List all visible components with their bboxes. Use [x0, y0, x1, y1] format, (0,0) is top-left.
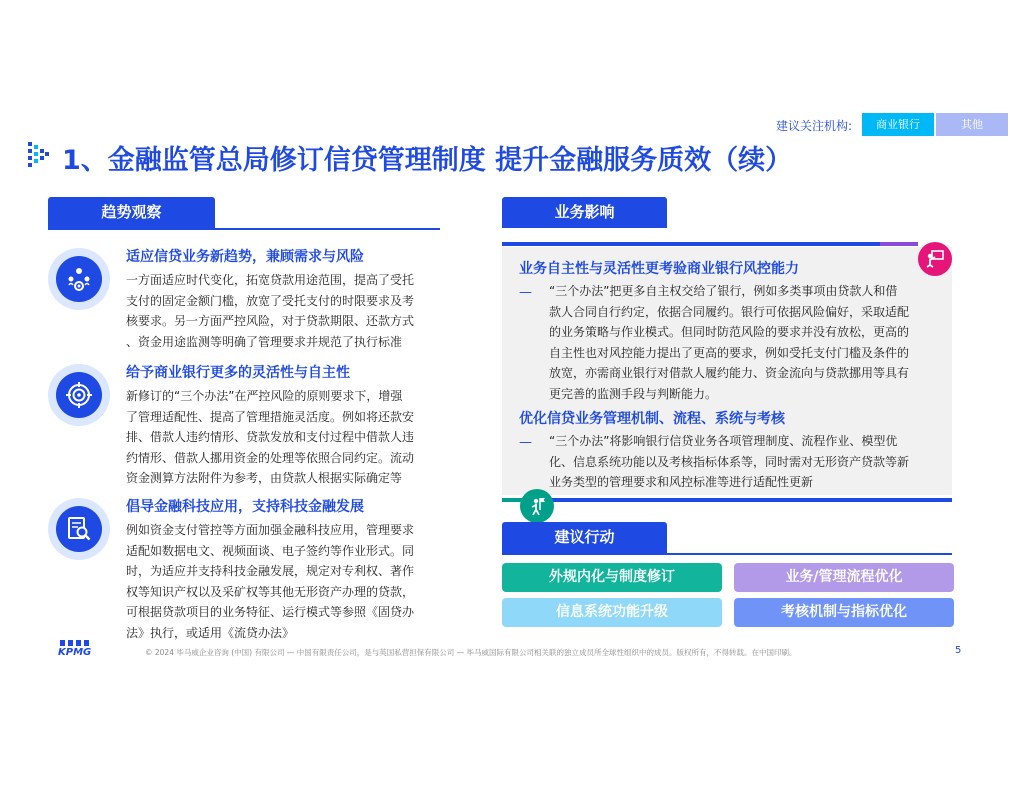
- tag-commercial-bank[interactable]: 商业银行: [862, 113, 934, 136]
- impact-sub-2-dash: —: [519, 435, 532, 450]
- people-gear-icon: [48, 248, 110, 310]
- kpmg-logo: [58, 640, 98, 660]
- action-assessment-optimization[interactable]: 考核机制与指标优化: [734, 598, 954, 627]
- tag-other[interactable]: 其他: [936, 113, 1008, 136]
- impact-top-accent: [880, 242, 918, 246]
- trend-section-header: 趋势观察: [48, 197, 215, 228]
- trend-divider: [48, 228, 440, 230]
- trend-item-1-title: 适应信贷业务新趋势，兼顾需求与风险: [126, 249, 364, 265]
- impact-sub-2-body: “三个办法”将影响银行信贷业务各项管理制度、流程作业、模型优 化、信息系统功能以及考核指标体系等，同时需对无形资产贷款等新 业务类型的管理要求和风控标准等进行适配性更新: [549, 434, 910, 489]
- page-number: 5: [955, 645, 962, 656]
- chevron-arrows-icon: [28, 140, 50, 170]
- focus-institutions-label: 建议关注机构:: [776, 119, 853, 133]
- impact-top-line: [502, 242, 880, 246]
- trend-item-1-body: 一方面适应时代变化，拓宽贷款用途范围，提高了受托 支付的固定金额门槛，放宽了受托支付的时限要求及考 核要求。另一方面严控风险，对于贷款期限、还款方式 、资金用途监测等明确了管理要求并规范了执行标准: [126, 273, 415, 349]
- recommend-divider: [502, 553, 952, 555]
- document-search-icon: [48, 498, 110, 560]
- flag-person-icon: [520, 489, 554, 523]
- page-title: 1、金融监管总局修订信贷管理制度 提升金融服务质效（续）: [62, 145, 793, 176]
- action-process-optimization[interactable]: 业务/管理流程优化: [734, 563, 954, 592]
- trend-item-2-body: 新修订的“三个办法”在严控风险的原则要求下，增强 了管理适配性、提高了管理措施灵活度。例如将还款安 排、借款人违约情形、贷款发放和支付过程中借款人违 约情形、借款人挪用资金的处理等依照合同约定。流动 资金测算方法附件为参考，由贷款人根据实际确定等: [126, 389, 415, 485]
- copyright-text: © 2024 毕马威企业咨询 (中国) 有限公司 — 中国有限责任公司，是与英国私营担保有限公司 — 毕马威国际有限公司相关联的独立成员所全球性组织中的成员。版权所有，不得转载。在中国印刷。: [145, 648, 797, 657]
- trend-item-3-title: 倡导金融科技应用，支持科技金融发展: [126, 499, 364, 515]
- trend-item-3-body: 例如资金支付管控等方面加强金融科技应用，管理要求 适配如数据电文、视频面谈、电子签约等作业形式。同 时，为适应并支持科技金融发展，规定对专利权、著作 权等知识产权以及采矿权等其他无形资产办理的贷款， 可根据贷款项目的业务特征、运行模式等参照《固贷办 法》执行，或适用《流贷办法》: [126, 523, 415, 640]
- impact-section-header: 业务影响: [502, 197, 667, 228]
- impact-sub-1-body: “三个办法”把更多自主权交给了银行，例如多类事项由贷款人和借 款人合同自行约定，依据合同履约。银行可依据风险偏好，采取适配 的业务策略与作业模式。但同时防范风险的要求并没有放松，更高的 自主性也对风控能力提出了更高的要求，例如受托支付门槛及条件的 放宽，亦需商业银行对借款人履约能力、资金流向与贷款挪用等具有 更完善的监测手段与判断能力。: [549, 284, 910, 401]
- impact-sub-1-title: 业务自主性与灵活性更考验商业银行风控能力: [519, 261, 799, 277]
- kpmg-logo-text: KPMG: [58, 647, 92, 658]
- presenter-icon: [918, 242, 952, 276]
- impact-sub-2-title: 优化信贷业务管理机制、流程、系统与考核: [519, 411, 785, 427]
- action-regulation-revision[interactable]: 外规内化与制度修订: [502, 563, 722, 592]
- trend-item-2-title: 给予商业银行更多的灵活性与自主性: [126, 365, 350, 381]
- recommend-section-header: 建议行动: [502, 522, 667, 553]
- action-system-upgrade[interactable]: 信息系统功能升级: [502, 598, 722, 627]
- impact-bottom-line: [552, 498, 952, 502]
- impact-sub-1-dash: —: [519, 285, 532, 300]
- target-icon: [48, 364, 110, 426]
